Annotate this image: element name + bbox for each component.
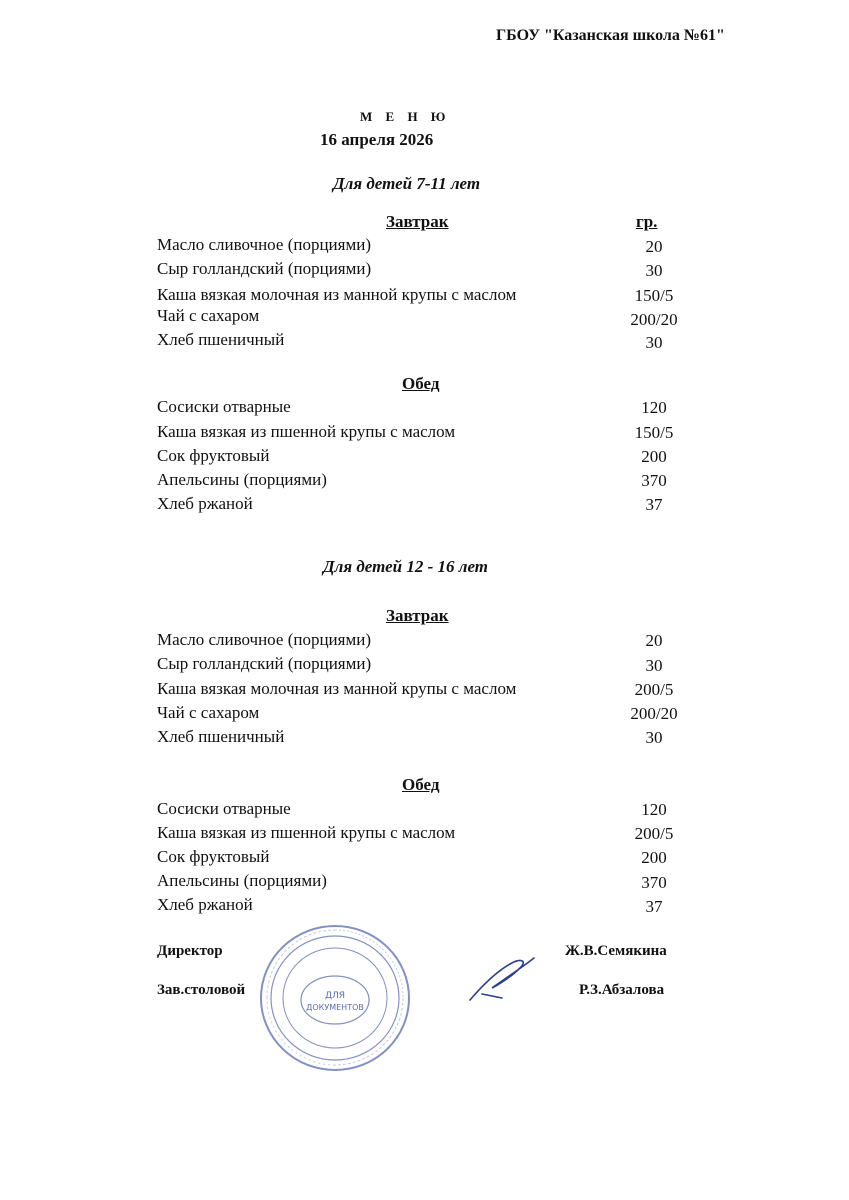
item-qty: 200/20 [630,704,678,723]
handwritten-signature [462,950,542,1010]
item-qty: 370 [641,873,667,892]
list-item: Сок фруктовый [157,446,270,465]
list-item: Сосиски отварные [157,397,291,416]
canteen-role: Зав.столовой [157,982,246,998]
stamp-text-1: ДЛЯ [324,991,346,1001]
list-item: Каша вязкая молочная из манной крупы с маслом [157,285,517,304]
stamp-seal [255,918,415,1078]
list-item: Апельсины (порциями) [157,470,327,489]
breakfast-title-7-11: Завтрак [386,212,449,231]
unit-label: гр. [636,212,658,231]
list-item: Хлеб пшеничный [157,330,285,349]
item-qty: 200 [641,447,667,466]
director-role: Директор [157,943,223,959]
item-qty: 30 [645,656,663,675]
list-item: Каша вязкая молочная из манной крупы с маслом [157,679,517,698]
list-item: Каша вязкая из пшенной крупы с маслом [157,422,456,441]
item-qty: 30 [645,261,663,280]
item-qty: 20 [645,237,663,256]
item-qty: 200/20 [630,310,678,329]
list-item: Апельсины (порциями) [157,871,327,890]
breakfast-title-12-16: Завтрак [386,606,449,625]
item-qty: 30 [645,728,663,747]
lunch-title-12-16: Обед [402,775,440,794]
list-item: Сосиски отварные [157,799,291,818]
item-qty: 370 [641,471,667,490]
canteen-name: Р.З.Абзалова [579,982,665,998]
list-item: Сок фруктовый [157,847,270,866]
stamp-text-2: ДОКУМЕНТОВ [306,1003,364,1012]
list-item: Чай с сахаром [157,703,260,722]
age-group-7-11: Для детей 7-11 лет [333,174,481,193]
list-item: Сыр голландский (порциями) [157,259,372,278]
item-qty: 30 [645,333,663,352]
item-qty: 150/5 [634,286,674,305]
item-qty: 200/5 [634,824,674,843]
item-qty: 37 [645,897,663,916]
director-name: Ж.В.Семякина [565,943,667,959]
school-name: ГБОУ "Казанская школа №61" [496,27,725,44]
menu-title: М Е Н Ю [360,109,451,124]
item-qty: 200/5 [634,680,674,699]
item-qty: 200 [641,848,667,867]
menu-date: 16 апреля 2026 [320,130,434,149]
age-group-12-16: Для детей 12 - 16 лет [323,557,489,576]
item-qty: 120 [641,398,667,417]
item-qty: 37 [645,495,663,514]
list-item: Масло сливочное (порциями) [157,630,371,649]
item-qty: 20 [645,631,663,650]
list-item: Хлеб ржаной [157,494,253,513]
list-item: Масло сливочное (порциями) [157,235,371,254]
item-qty: 150/5 [634,423,674,442]
item-qty: 120 [641,800,667,819]
list-item: Хлеб пшеничный [157,727,285,746]
list-item: Хлеб ржаной [157,895,253,914]
lunch-title-7-11: Обед [402,374,440,393]
list-item: Сыр голландский (порциями) [157,654,372,673]
list-item: Каша вязкая из пшенной крупы с маслом [157,823,456,842]
list-item: Чай с сахаром [157,306,260,325]
